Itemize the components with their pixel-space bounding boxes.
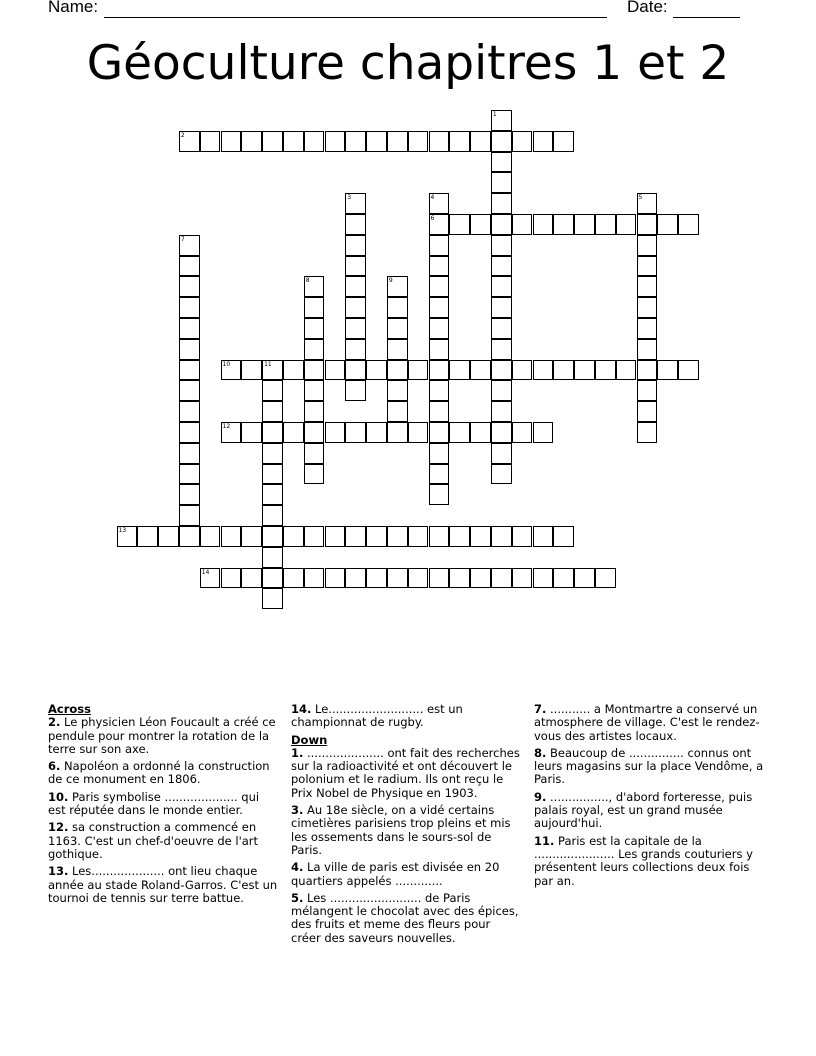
grid-cell[interactable]	[366, 526, 387, 547]
grid-cell[interactable]	[283, 568, 304, 589]
grid-cell[interactable]	[387, 568, 408, 589]
grid-cell[interactable]	[429, 360, 450, 381]
grid-cell[interactable]	[491, 568, 512, 589]
grid-cell[interactable]	[491, 276, 512, 297]
grid-cell[interactable]	[262, 380, 283, 401]
grid-cell[interactable]	[262, 588, 283, 609]
grid-cell[interactable]	[179, 256, 200, 277]
cell-number: 13	[118, 527, 127, 534]
grid-cell[interactable]	[637, 360, 658, 381]
grid-cell[interactable]	[429, 339, 450, 360]
grid-cell[interactable]	[304, 464, 325, 485]
down-clue	[291, 804, 523, 857]
cell-number: 2	[180, 131, 185, 139]
grid-cell[interactable]	[553, 131, 574, 152]
grid-cell[interactable]	[491, 172, 512, 193]
grid-cell[interactable]	[200, 526, 221, 547]
grid-cell[interactable]	[262, 131, 283, 152]
grid-cell[interactable]	[491, 152, 512, 173]
clue-text: Beaucoup de ............... connus ont leurs magasins sur la place Vendôme, a Paris.	[534, 745, 764, 787]
grid-cell[interactable]	[345, 380, 366, 401]
grid-cell[interactable]	[304, 318, 325, 339]
grid-cell[interactable]	[429, 214, 450, 235]
grid-cell[interactable]	[179, 484, 200, 505]
grid-cell[interactable]	[470, 214, 491, 235]
down-clue	[291, 892, 523, 945]
grid-cell[interactable]	[387, 401, 408, 422]
cell-number: 9	[388, 277, 393, 285]
grid-cell[interactable]	[179, 401, 200, 422]
grid-cell[interactable]	[283, 526, 304, 547]
grid-cell[interactable]	[429, 422, 450, 443]
grid-cell[interactable]	[387, 131, 408, 152]
clue-number: 2.	[48, 715, 61, 730]
grid-cell[interactable]	[262, 464, 283, 485]
grid-cell[interactable]	[429, 401, 450, 422]
grid-cell[interactable]	[345, 526, 366, 547]
clue-number: 10.	[48, 789, 69, 804]
grid-cell[interactable]	[616, 360, 637, 381]
grid-cell[interactable]	[179, 443, 200, 464]
clue-number: 9.	[534, 789, 547, 804]
grid-cell[interactable]	[429, 464, 450, 485]
cell-number: 6	[430, 215, 435, 222]
across-clue	[48, 791, 280, 818]
clue-number: 3.	[291, 803, 304, 818]
grid-cell[interactable]	[449, 214, 470, 235]
grid-cell[interactable]	[304, 297, 325, 318]
clue-text: Au 18e siècle, on a vidé certains cimetières parisiens trop pleins et mis les ossements dans le sours-sol de Paris.	[291, 803, 511, 857]
grid-cell[interactable]	[200, 131, 221, 152]
grid-cell[interactable]	[179, 422, 200, 443]
grid-cell[interactable]	[429, 131, 450, 152]
grid-cell[interactable]	[241, 526, 262, 547]
across-clue	[48, 760, 280, 787]
clue-number: 4.	[291, 860, 304, 875]
grid-cell[interactable]	[262, 422, 283, 443]
grid-cell[interactable]	[179, 339, 200, 360]
cell-number: 5	[638, 194, 643, 202]
grid-cell[interactable]	[553, 568, 574, 589]
grid-cell[interactable]	[179, 297, 200, 318]
grid-cell[interactable]	[470, 568, 491, 589]
grid-cell[interactable]	[491, 256, 512, 277]
grid-cell[interactable]	[491, 360, 512, 381]
grid-cell[interactable]	[262, 360, 283, 381]
grid-cell[interactable]	[512, 526, 533, 547]
grid-cell[interactable]	[387, 360, 408, 381]
grid-cell[interactable]	[345, 422, 366, 443]
grid-cell[interactable]	[262, 484, 283, 505]
clue-number: 1.	[291, 745, 304, 760]
cell-number: 1	[492, 111, 497, 118]
grid-cell[interactable]	[429, 443, 450, 464]
grid-cell[interactable]	[429, 526, 450, 547]
clue-number: 11.	[534, 833, 555, 848]
grid-cell[interactable]	[637, 380, 658, 401]
cell-number: 4	[430, 194, 435, 202]
grid-cell[interactable]	[325, 422, 346, 443]
grid-cell[interactable]	[345, 318, 366, 339]
grid-cell[interactable]	[241, 568, 262, 589]
clue-number: 14.	[291, 702, 312, 716]
down-clue	[534, 703, 766, 743]
across-clue	[48, 865, 280, 905]
grid-cell[interactable]	[470, 422, 491, 443]
down-clue	[534, 747, 766, 787]
grid-cell[interactable]	[491, 422, 512, 443]
grid-cell[interactable]	[533, 131, 554, 152]
grid-cell[interactable]	[262, 526, 283, 547]
grid-cell[interactable]	[241, 422, 262, 443]
clue-number: 8.	[534, 745, 547, 760]
clue-number: 13.	[48, 864, 69, 879]
grid-cell[interactable]	[429, 235, 450, 256]
grid-cell[interactable]	[491, 110, 512, 131]
grid-cell[interactable]	[470, 526, 491, 547]
cell-number: 10	[222, 360, 231, 368]
grid-cell[interactable]	[553, 360, 574, 381]
grid-cell[interactable]	[241, 360, 262, 381]
grid-cell[interactable]	[117, 526, 138, 547]
grid-cell[interactable]	[408, 422, 429, 443]
clue-text: Paris symbolise .................... qui est réputée dans le monde entier.	[48, 789, 260, 818]
down-clue-list	[291, 747, 523, 945]
clues-column-1	[48, 703, 280, 909]
grid-cell[interactable]	[179, 318, 200, 339]
grid-cell[interactable]	[387, 339, 408, 360]
grid-cell[interactable]	[325, 526, 346, 547]
grid-cell[interactable]	[345, 256, 366, 277]
grid-cell[interactable]	[637, 339, 658, 360]
grid-cell[interactable]	[491, 214, 512, 235]
grid-cell[interactable]	[325, 360, 346, 381]
grid-cell[interactable]	[304, 401, 325, 422]
grid-cell[interactable]	[345, 131, 366, 152]
grid-cell[interactable]	[637, 297, 658, 318]
grid-cell[interactable]	[512, 568, 533, 589]
grid-cell[interactable]	[449, 131, 470, 152]
cell-number: 3	[347, 194, 352, 202]
grid-cell[interactable]	[304, 568, 325, 589]
grid-cell[interactable]	[262, 547, 283, 568]
cell-number: 7	[180, 235, 185, 243]
grid-cell[interactable]	[345, 276, 366, 297]
grid-cell[interactable]	[429, 380, 450, 401]
grid-cell[interactable]	[429, 193, 450, 214]
grid-cell[interactable]	[491, 526, 512, 547]
grid-cell[interactable]	[533, 360, 554, 381]
grid-cell[interactable]	[387, 526, 408, 547]
grid-cell[interactable]	[304, 443, 325, 464]
grid-cell[interactable]	[491, 443, 512, 464]
grid-cell[interactable]	[491, 193, 512, 214]
grid-cell[interactable]	[283, 131, 304, 152]
grid-cell[interactable]	[366, 131, 387, 152]
grid-cell[interactable]	[179, 235, 200, 256]
down-clue-list-continued	[534, 703, 766, 888]
clue-text: Le physicien Léon Foucault a créé ce pendule pour montrer la rotation de la terre sur son axe.	[48, 715, 276, 756]
grid-cell[interactable]	[262, 443, 283, 464]
grid-cell[interactable]	[491, 318, 512, 339]
clue-number: 7.	[534, 702, 547, 716]
grid-cell[interactable]	[637, 318, 658, 339]
grid-cell[interactable]	[179, 360, 200, 381]
clue-text: Paris est la capitale de la ...................... Les grands couturiers y présentent leurs collections deux fois par an.	[534, 833, 753, 888]
grid-cell[interactable]	[449, 360, 470, 381]
grid-cell[interactable]	[387, 297, 408, 318]
grid-cell[interactable]	[221, 360, 242, 381]
across-clue-list-continued	[291, 703, 523, 730]
grid-cell[interactable]	[491, 235, 512, 256]
grid-cell[interactable]	[345, 235, 366, 256]
grid-cell[interactable]	[345, 568, 366, 589]
grid-cell[interactable]	[637, 401, 658, 422]
grid-cell[interactable]	[304, 276, 325, 297]
grid-cell[interactable]	[304, 526, 325, 547]
grid-cell[interactable]	[533, 214, 554, 235]
grid-cell[interactable]	[512, 131, 533, 152]
grid-cell[interactable]	[491, 339, 512, 360]
date-label: Date:	[627, 0, 668, 16]
grid-cell[interactable]	[408, 568, 429, 589]
grid-cell[interactable]	[491, 131, 512, 152]
clue-text: sa construction a commencé en 1163. C'est un chef-d'oeuvre de l'art gothique.	[48, 820, 259, 861]
clue-text: Les ......................... de Paris mélangent le chocolat avec des épices, des fruits et meme des fleurs pour créer des saveurs nouvelles.	[291, 890, 519, 945]
grid-cell[interactable]	[179, 131, 200, 152]
grid-cell[interactable]	[449, 422, 470, 443]
grid-cell[interactable]	[595, 214, 616, 235]
grid-cell[interactable]	[345, 193, 366, 214]
grid-cell[interactable]	[512, 360, 533, 381]
grid-cell[interactable]	[429, 276, 450, 297]
down-clue	[534, 791, 766, 831]
grid-cell[interactable]	[470, 131, 491, 152]
cell-number: 11	[264, 360, 272, 368]
grid-cell[interactable]	[616, 214, 637, 235]
clue-text: Les.................... ont lieu chaque année au stade Roland-Garros. C'est un tournoi de tennis sur terre battue.	[48, 864, 278, 905]
page-title: Géoculture chapitres 1 et 2	[86, 36, 730, 91]
grid-cell[interactable]	[366, 422, 387, 443]
grid-cell[interactable]	[345, 339, 366, 360]
name-line[interactable]	[104, 17, 607, 18]
grid-cell[interactable]	[574, 568, 595, 589]
grid-cell[interactable]	[387, 318, 408, 339]
grid-cell[interactable]	[366, 568, 387, 589]
grid-cell[interactable]	[221, 568, 242, 589]
clues-column-3	[534, 703, 766, 892]
grid-cell[interactable]	[470, 360, 491, 381]
grid-cell[interactable]	[637, 214, 658, 235]
grid-cell[interactable]	[449, 568, 470, 589]
grid-cell[interactable]	[304, 422, 325, 443]
grid-cell[interactable]	[345, 360, 366, 381]
clue-text: ................, d'abord forteresse, puis palais royal, est un grand musée aujourd'hui.	[534, 789, 753, 831]
grid-cell[interactable]	[553, 214, 574, 235]
grid-cell[interactable]	[221, 422, 242, 443]
across-heading: Across	[48, 702, 91, 716]
cell-number: 14	[201, 568, 210, 576]
clue-text: ........... a Montmartre a conservé un atmosphere de village. C'est le rendez-vous des artistes locaux.	[534, 702, 760, 743]
grid-cell[interactable]	[512, 422, 533, 443]
grid-cell[interactable]	[325, 131, 346, 152]
grid-cell[interactable]	[387, 276, 408, 297]
clues-column-2	[291, 703, 523, 949]
grid-cell[interactable]	[262, 505, 283, 526]
grid-cell[interactable]	[387, 422, 408, 443]
grid-cell[interactable]	[657, 214, 678, 235]
grid-cell[interactable]	[491, 297, 512, 318]
grid-cell[interactable]	[345, 214, 366, 235]
grid-cell[interactable]	[678, 214, 699, 235]
grid-cell[interactable]	[304, 339, 325, 360]
grid-cell[interactable]	[595, 568, 616, 589]
grid-cell[interactable]	[366, 360, 387, 381]
grid-cell[interactable]	[179, 380, 200, 401]
grid-cell[interactable]	[387, 380, 408, 401]
grid-cell[interactable]	[283, 360, 304, 381]
grid-cell[interactable]	[429, 297, 450, 318]
grid-cell[interactable]	[179, 276, 200, 297]
grid-cell[interactable]	[637, 276, 658, 297]
grid-cell[interactable]	[221, 131, 242, 152]
grid-cell[interactable]	[262, 401, 283, 422]
name-label: Name:	[48, 0, 99, 16]
clue-text: Napoléon a ordonné la construction de ce monument en 1806.	[48, 759, 270, 787]
grid-cell[interactable]	[657, 360, 678, 381]
grid-cell[interactable]	[408, 360, 429, 381]
cell-number: 12	[222, 423, 231, 430]
grid-cell[interactable]	[200, 568, 221, 589]
grid-cell[interactable]	[262, 568, 283, 589]
grid-cell[interactable]	[179, 505, 200, 526]
grid-cell[interactable]	[304, 131, 325, 152]
grid-cell[interactable]	[179, 526, 200, 547]
grid-cell[interactable]	[283, 422, 304, 443]
grid-cell[interactable]	[491, 401, 512, 422]
down-clue	[534, 835, 766, 888]
across-clue-list	[48, 716, 280, 905]
clue-text: ..................... ont fait des recherches sur la radioactivité et ont découvert le polonium et le radium. Ils ont reçu le Prix Nobel de Physique en 1903.	[291, 745, 520, 800]
grid-cell[interactable]	[491, 464, 512, 485]
clue-number: 12.	[48, 820, 69, 835]
grid-cell[interactable]	[429, 568, 450, 589]
grid-cell[interactable]	[345, 297, 366, 318]
grid-cell[interactable]	[304, 380, 325, 401]
grid-cell[interactable]	[221, 526, 242, 547]
grid-cell[interactable]	[137, 526, 158, 547]
grid-cell[interactable]	[595, 360, 616, 381]
grid-cell[interactable]	[491, 380, 512, 401]
grid-cell[interactable]	[637, 256, 658, 277]
grid-cell[interactable]	[533, 526, 554, 547]
grid-cell[interactable]	[158, 526, 179, 547]
grid-cell[interactable]	[325, 568, 346, 589]
grid-cell[interactable]	[241, 131, 262, 152]
grid-cell[interactable]	[179, 464, 200, 485]
across-clue	[48, 716, 280, 756]
grid-cell[interactable]	[553, 526, 574, 547]
grid-cell[interactable]	[637, 193, 658, 214]
grid-cell[interactable]	[678, 360, 699, 381]
clue-number: 5.	[291, 890, 304, 905]
down-clue	[291, 861, 523, 888]
down-clue	[291, 747, 523, 800]
across-clue	[48, 821, 280, 861]
cell-number: 8	[305, 277, 310, 285]
clue-text: La ville de paris est divisée en 20 quartiers appelés .............	[291, 860, 500, 888]
grid-cell[interactable]	[574, 360, 595, 381]
grid-cell[interactable]	[429, 484, 450, 505]
grid-cell[interactable]	[449, 526, 470, 547]
grid-cell[interactable]	[408, 131, 429, 152]
grid-cell[interactable]	[429, 318, 450, 339]
grid-cell[interactable]	[574, 214, 595, 235]
clue-text: Le.......................... est un championnat de rugby.	[291, 702, 463, 730]
grid-cell[interactable]	[637, 235, 658, 256]
grid-cell[interactable]	[637, 422, 658, 443]
date-line[interactable]	[673, 17, 740, 18]
down-heading: Down	[291, 732, 328, 747]
clue-number: 6.	[48, 759, 61, 774]
grid-cell[interactable]	[533, 422, 554, 443]
grid-cell[interactable]	[512, 214, 533, 235]
grid-cell[interactable]	[533, 568, 554, 589]
grid-cell[interactable]	[304, 360, 325, 381]
across-clue	[291, 703, 523, 730]
grid-cell[interactable]	[408, 526, 429, 547]
grid-cell[interactable]	[429, 256, 450, 277]
